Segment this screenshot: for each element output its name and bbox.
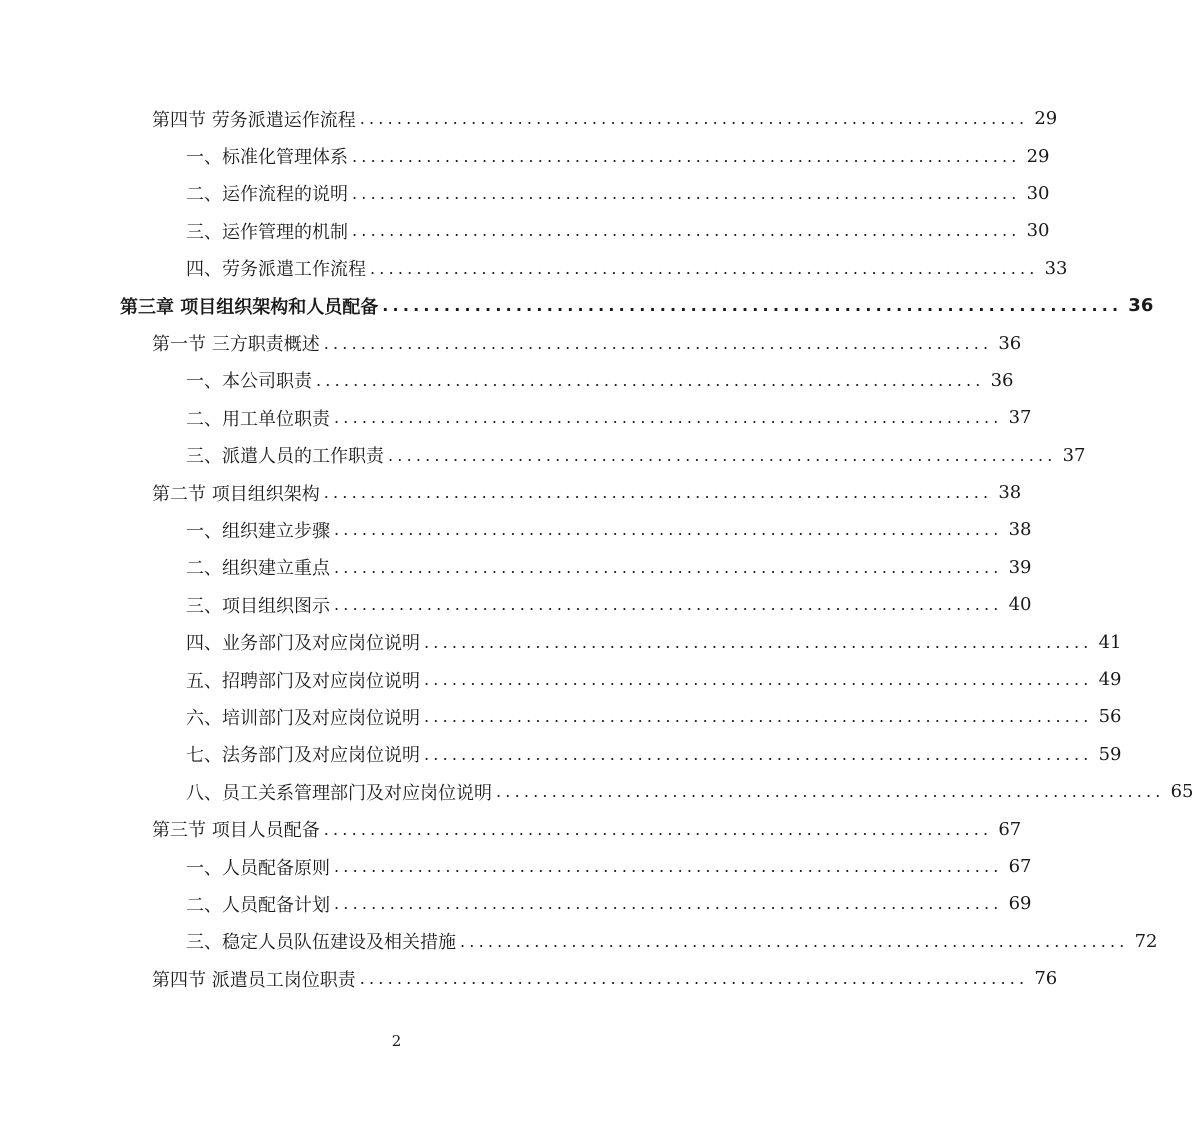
toc-entry-page: 67 — [998, 818, 1022, 840]
toc-leader-dots: ........................................................................ — [370, 258, 1039, 278]
toc-entry-label: 三、项目组织图示 — [186, 595, 330, 617]
toc-leader-dots: ........................................................................ — [316, 370, 985, 390]
toc-leader-dots: ........................................................................ — [359, 969, 1029, 989]
toc-leader-dots: ........................................................................ — [352, 183, 1021, 203]
toc-leader-dots: ........................................................................ — [323, 483, 993, 503]
toc-entry-label: 三、派遣人员的工作职责 — [186, 446, 384, 468]
toc-entry-page: 72 — [1134, 930, 1158, 952]
toc-leader-dots: ........................................................................ — [424, 744, 1093, 764]
toc-entry[interactable] — [186, 848, 1032, 885]
toc-entry-page: 29 — [1026, 145, 1050, 167]
toc-entry[interactable] — [186, 586, 1032, 623]
toc-leader-dots: ........................................................................ — [334, 894, 1003, 914]
toc-entry-page: 65 — [1170, 781, 1194, 803]
toc-entry-label: 一、标准化管理体系 — [186, 147, 348, 169]
toc-leader-dots: ........................................................................ — [460, 931, 1129, 951]
toc-entry-label: 二、用工单位职责 — [186, 408, 330, 430]
toc-entry-label: 七、法务部门及对应岗位说明 — [186, 745, 420, 767]
toc-entry[interactable] — [186, 549, 1032, 586]
toc-leader-dots: ........................................................................ — [359, 109, 1029, 129]
toc-entry[interactable] — [186, 362, 1014, 399]
toc-chapter-entry[interactable] — [120, 287, 1154, 324]
toc-leader-dots: ........................................................................ — [334, 857, 1003, 876]
toc-entry-page: 56 — [1098, 706, 1122, 728]
toc-entry-page: 33 — [1044, 257, 1068, 279]
toc-entry-label: 三、稳定人员队伍建设及相关措施 — [186, 932, 456, 954]
toc-entry-label: 第三节 项目人员配备 — [152, 820, 320, 842]
toc-entry-label: 第一节 三方职责概述 — [152, 334, 320, 356]
toc-entry-label: 二、运作流程的说明 — [186, 184, 348, 206]
toc-entry[interactable] — [186, 923, 1158, 960]
toc-leader-dots: ........................................................................ — [334, 595, 1003, 615]
toc-entry-label: 二、人员配备计划 — [186, 894, 330, 916]
toc-entry-page: 76 — [1034, 968, 1058, 990]
toc-entry[interactable] — [152, 324, 1022, 361]
toc-entry-page: 36 — [1128, 295, 1154, 317]
page-number: 2 — [391, 1032, 402, 1050]
toc-entry[interactable] — [186, 885, 1032, 922]
toc-leader-dots: ........................................................................ — [352, 146, 1021, 166]
toc-entry[interactable] — [186, 437, 1086, 474]
toc-entry-label: 第四节 派遣员工岗位职责 — [152, 969, 356, 991]
toc-leader-dots: ........................................................................ — [323, 819, 993, 839]
toc-entry[interactable] — [152, 810, 1022, 847]
toc-entry[interactable] — [152, 474, 1022, 511]
toc-entry[interactable] — [186, 736, 1122, 773]
table-of-contents — [0, 100, 1194, 997]
toc-entry[interactable] — [186, 175, 1050, 212]
toc-entry-label: 第二节 项目组织架构 — [152, 483, 320, 505]
toc-entry-label: 五、招聘部门及对应岗位说明 — [186, 670, 420, 692]
toc-entry[interactable] — [186, 623, 1122, 660]
toc-entry[interactable] — [186, 399, 1032, 436]
toc-leader-dots: ........................................................................ — [424, 670, 1093, 690]
toc-entry-label: 八、员工关系管理部门及对应岗位说明 — [186, 782, 492, 804]
toc-leader-dots: ........................................................................ — [334, 408, 1003, 428]
toc-entry-label: 第四节 劳务派遣运作流程 — [152, 109, 356, 131]
toc-leader-dots: ........................................................................ — [352, 221, 1021, 241]
toc-leader-dots: ........................................................................ — [424, 707, 1093, 727]
toc-entry-page: 37 — [1062, 444, 1086, 466]
toc-entry-page: 36 — [990, 369, 1014, 391]
toc-entry-page: 30 — [1026, 182, 1050, 204]
toc-entry-label: 一、人员配备原则 — [186, 857, 330, 879]
toc-entry[interactable] — [186, 137, 1050, 174]
toc-entry-label: 六、培训部门及对应岗位说明 — [186, 707, 420, 729]
toc-leader-dots: ........................................................................ — [334, 557, 1003, 577]
toc-entry-page: 39 — [1008, 556, 1032, 578]
toc-entry-page: 49 — [1098, 669, 1122, 691]
toc-entry-label: 一、组织建立步骤 — [186, 520, 330, 542]
toc-entry-page: 37 — [1008, 407, 1032, 429]
toc-entry-label: 二、组织建立重点 — [186, 558, 330, 580]
toc-entry-page: 67 — [1008, 856, 1032, 877]
toc-entry[interactable] — [186, 212, 1050, 249]
toc-entry-page: 29 — [1034, 108, 1058, 130]
toc-entry-page: 38 — [1008, 519, 1032, 541]
toc-leader-dots: ........................................................................ — [424, 632, 1093, 652]
toc-entry-page: 69 — [1008, 893, 1032, 915]
toc-entry-page: 38 — [998, 482, 1022, 504]
toc-entry[interactable] — [186, 511, 1032, 548]
toc-leader-dots: ........................................................................ — [323, 333, 993, 353]
toc-entry-page: 36 — [998, 332, 1022, 354]
toc-entry-label: 四、劳务派遣工作流程 — [186, 259, 366, 281]
toc-entry-page: 41 — [1098, 631, 1122, 653]
toc-entry-label: 第三章 项目组织架构和人员配备 — [120, 296, 379, 318]
toc-leader-dots: ........................................................................ — [388, 445, 1057, 465]
toc-entry[interactable] — [152, 960, 1058, 997]
toc-entry[interactable] — [186, 250, 1068, 287]
toc-leader-dots: ........................................................................ — [334, 520, 1003, 540]
toc-leader-dots: ........................................................................ — [382, 296, 1123, 316]
toc-entry-label: 三、运作管理的机制 — [186, 221, 348, 243]
toc-entry-label: 一、本公司职责 — [186, 371, 312, 393]
toc-entry[interactable] — [186, 773, 1194, 810]
toc-entry[interactable] — [186, 698, 1122, 735]
toc-entry-page: 59 — [1098, 743, 1122, 765]
toc-entry-label: 四、业务部门及对应岗位说明 — [186, 633, 420, 655]
toc-entry-page: 30 — [1026, 220, 1050, 242]
toc-entry-page: 40 — [1008, 594, 1032, 616]
toc-entry[interactable] — [152, 100, 1058, 137]
toc-leader-dots: ........................................................................ — [496, 782, 1165, 802]
toc-entry[interactable] — [186, 661, 1122, 698]
